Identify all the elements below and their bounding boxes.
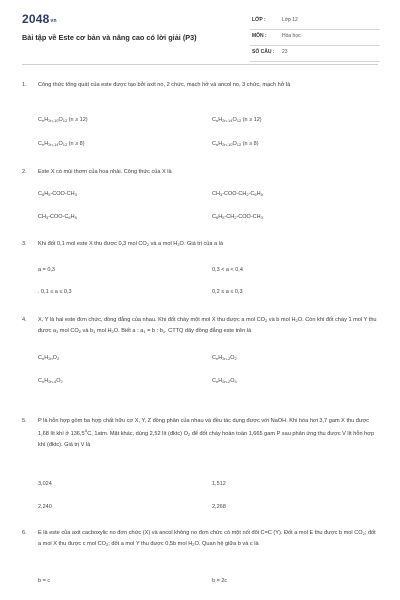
- question-number: 6.: [22, 530, 27, 536]
- page-title: Bài tập về Este cơ bản và nâng cao có lời giải (P3): [22, 33, 197, 42]
- meta-row-subject: [250, 30, 380, 46]
- meta-key: SỐ CÂU :: [252, 49, 275, 55]
- question-stem: E là este của axit cacboxylic no đơn chức (X) và ancol không no đơn chức có một nối đôi C=C (Y). Đốt a mol E thu được b mol $CO_2$; đốt a mol X thu được c mol $CO_2$; đốt a mol Y thu được 0,5b mol $H_2O$. Quan hệ giữa b và c là: [38, 530, 376, 547]
- answer-option[interactable]: b = c: [38, 578, 51, 584]
- site-logo[interactable]: $2048_{vn}$: [22, 12, 57, 26]
- meta-table: [250, 14, 380, 62]
- answer-option[interactable]: $C_nH_{2n-2}O_4$: [212, 378, 237, 384]
- answer-option[interactable]: $C_6H_5-CH_2-COO-CH_3$: [212, 214, 263, 220]
- answer-option[interactable]: b = 2c: [212, 578, 228, 584]
- answer-option[interactable]: $C_nH_{2n}O_2$: [38, 355, 60, 361]
- answer-option[interactable]: 0,2 ≤ a ≤ 0,3: [212, 289, 243, 295]
- meta-key: MÔN :: [252, 33, 267, 39]
- answer-option[interactable]: a = 0,3: [38, 267, 55, 273]
- question-stem: Khi đốt 0,1 mol este X thu được 0,3 mol $CO_2$ và a mol $H_2O$. Giá trị của a là: [38, 241, 224, 247]
- answer-option[interactable]: $C_nH_{2n-2}O_2$: [212, 355, 237, 361]
- question-stem: P là hỗn hợp gồm ba hợp chất hữu cơ X, Y, Z đồng phân của nhau và đều tác dụng được với NaOH. Khi hóa hơi 3,7 gam X thu được 1,68 lít khí ở 136,5$^o$C, 1atm. Mặt khác, dùng 2,52 lít (đktc) $O_2$ để đốt cháy hoàn toàn 1,665 gam P sau phản ứng thu được V lít hỗn hợp khí (đktc). Giá trị V là: [38, 418, 375, 448]
- answer-option[interactable]: $C_nH_{2n-14}O_{12}$ (n ≥ 12): [212, 117, 262, 123]
- answer-option[interactable]: $CH_3-COO-CH_2-C_6H_5$: [212, 191, 263, 197]
- answer-option[interactable]: $C_nH_{2n-14}O_{12}$ (n ≥ 8): [38, 141, 85, 147]
- question-number: 2.: [22, 169, 27, 175]
- question-number: 4.: [22, 317, 27, 323]
- answer-option[interactable]: 2,268: [212, 504, 226, 510]
- answer-option[interactable]: 3,024: [38, 481, 52, 487]
- answer-option[interactable]: $C_nH_{2n-10}O_{12}$ (n ≥ 8): [212, 141, 259, 147]
- answer-option[interactable]: $C_nH_{2n-10}O_{12}$ (n ≥ 12): [38, 117, 88, 123]
- meta-row-count: [250, 46, 380, 62]
- question-number: 3.: [22, 241, 27, 247]
- answer-option[interactable]: . 0,1 ≤ a ≤ 0,3: [38, 289, 72, 295]
- question-number: 5.: [22, 418, 27, 424]
- header-divider: [22, 64, 378, 65]
- meta-value: Lớp 12: [282, 17, 298, 23]
- question-number: 1.: [22, 82, 27, 88]
- answer-option[interactable]: 2,240: [38, 504, 52, 510]
- answer-option[interactable]: $C_nH_{2n-4}O_2$: [38, 378, 63, 384]
- answer-option[interactable]: 0,3 < a < 0,4: [212, 267, 243, 273]
- question-stem: X, Y là hai este đơn chức, đồng đẳng của nhau. Khi đốt cháy một mol X thu được a mol $CO_2$ và b mol $H_2O$. Còn khi đốt cháy 1 mol Y thu được $a_1$ mol $CO_2$ và $b_1$ mol $H_2O$. Biết a : $a_1 = b$ : $b_1$. CTTQ dãy đồng đẳng este trên là: [38, 317, 377, 334]
- answer-option[interactable]: $CH_3-COO-C_6H_5$: [38, 214, 77, 220]
- question-stem: Este X có mùi thơm của hoa nhài. Công thức của X là: [38, 169, 172, 175]
- meta-value: 23: [282, 49, 288, 55]
- meta-value: Hóa học: [282, 33, 301, 39]
- meta-key: LỚP :: [252, 17, 266, 23]
- document-header: [0, 0, 400, 64]
- answer-option[interactable]: $C_6H_5-COO-CH_3$: [38, 191, 77, 197]
- question-stem: Công thức tổng quát của este được tạo bởi axit no, 2 chức, mạch hở và ancol no, 3 chức, mạch hở là: [38, 82, 291, 88]
- meta-row-grade: [250, 14, 380, 30]
- answer-option[interactable]: 1,512: [212, 481, 226, 487]
